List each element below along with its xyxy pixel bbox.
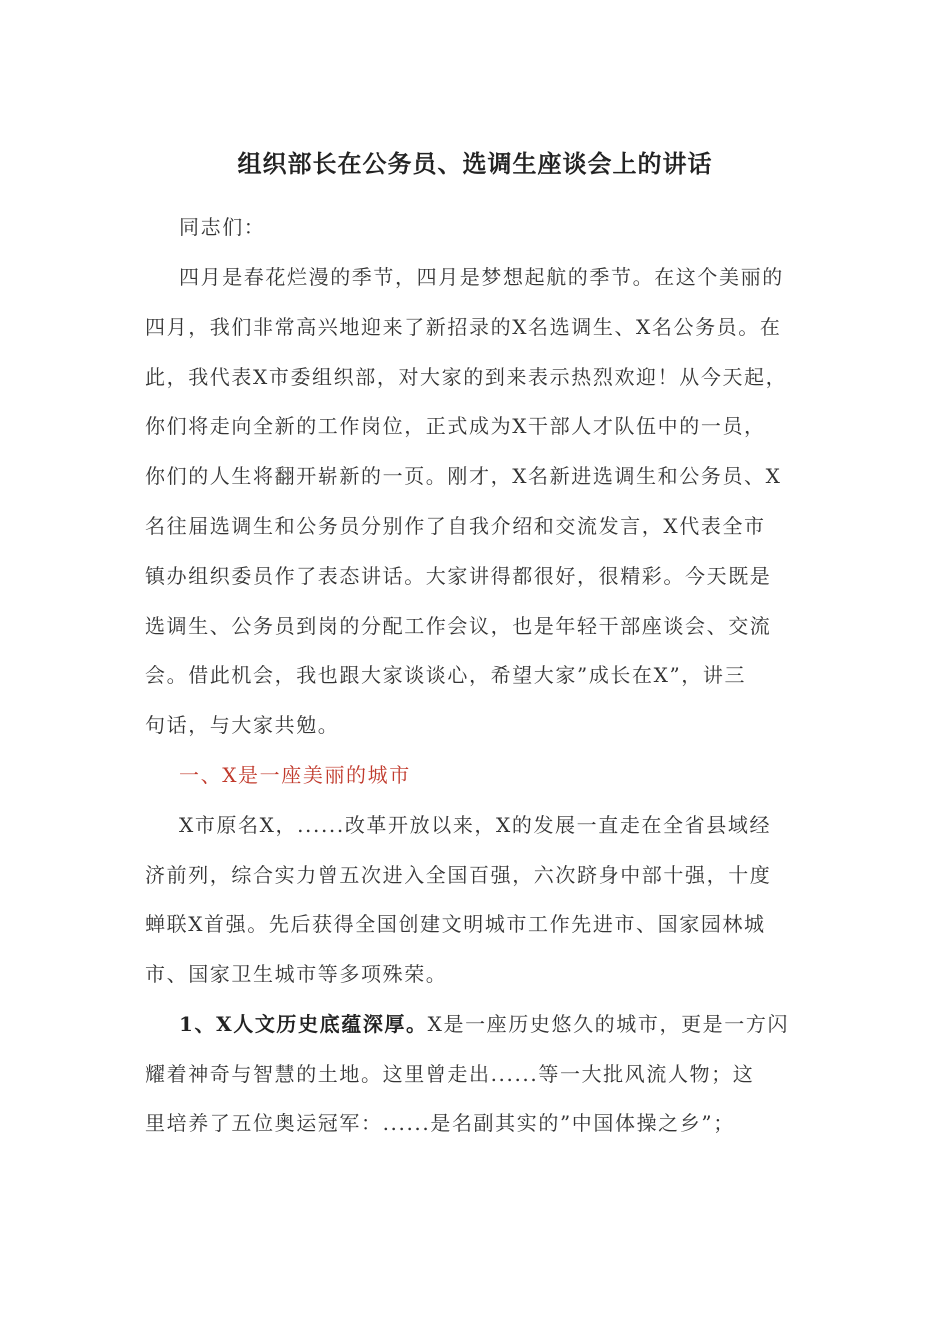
paragraph-line: 镇办组织委员作了表态讲话。大家讲得都很好，很精彩。今天既是: [145, 564, 772, 588]
paragraph-line: 耀着神奇与智慧的土地。这里曾走出......等一大批风流人物；这: [145, 1062, 755, 1086]
paragraph-line: 名往届选调生和公务员分别作了自我介绍和交流发言，X代表全市: [145, 514, 766, 538]
paragraph-line: 选调生、公务员到岗的分配工作会议，也是年轻干部座谈会、交流: [145, 614, 772, 638]
paragraph-line: X市原名X，......改革开放以来，X的发展一直走在全省县域经: [179, 813, 772, 837]
paragraph-line: 市、国家卫生城市等多项殊荣。: [145, 962, 448, 986]
paragraph-line: 蝉联X首强。先后获得全国创建文明城市工作先进市、国家园林城: [145, 912, 766, 936]
paragraph-line: 此，我代表X市委组织部，对大家的到来表示热烈欢迎！从今天起，: [145, 365, 788, 389]
paragraph-line: 会。借此机会，我也跟大家谈谈心，希望大家”成长在X”，讲三: [145, 663, 747, 687]
item-paragraph-first-line: [179, 1009, 819, 1039]
document-title: 组织部长在公务员、选调生座谈会上的讲话: [237, 149, 713, 178]
item-heading: 1、X人文历史底蕴深厚。: [179, 1012, 428, 1036]
salutation: 同志们：: [179, 215, 266, 239]
paragraph-line: 你们的人生将翻开崭新的一页。刚才，X名新进选调生和公务员、X: [145, 464, 782, 488]
item-text: X是一座历史悠久的城市，更是一方闪: [427, 1012, 790, 1036]
section-heading: 一、X是一座美丽的城市: [179, 763, 411, 787]
paragraph-line: 句话，与大家共勉。: [145, 713, 340, 737]
paragraph-line: 四月，我们非常高兴地迎来了新招录的X名选调生、X名公务员。在: [145, 315, 782, 339]
paragraph-line: 你们将走向全新的工作岗位，正式成为X干部人才队伍中的一员，: [145, 414, 766, 438]
paragraph-line: 济前列，综合实力曾五次进入全国百强，六次跻身中部十强，十度: [145, 863, 772, 887]
paragraph-line: 四月是春花烂漫的季节，四月是梦想起航的季节。在这个美丽的: [179, 265, 784, 289]
paragraph-line: 里培养了五位奥运冠军：......是名副其实的”中国体操之乡”；: [145, 1111, 735, 1135]
